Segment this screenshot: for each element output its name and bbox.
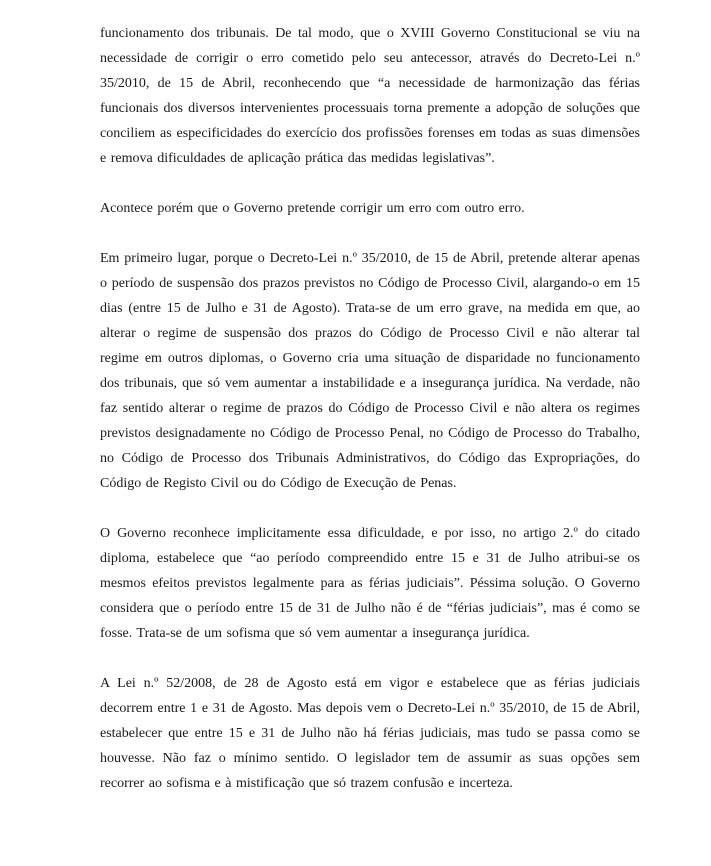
paragraph-lei-52-2008: A Lei n.º 52/2008, de 28 de Agosto está em vigor e estabelece que as férias judiciais decorrem entre 1 e 31 de Agosto. Mas depois vem o Decreto-Lei n.º 35/2010, de 15 de Abril, estabelecer que entre 15 e 31 de Julho não há férias judiciais, mas tudo se passa como se houvesse. Não faz o mínimo sentido. O legislador tem de assumir as suas opções sem recorrer ao sofisma e à mistificação que só trazem confusão e incerteza. bbox=[100, 676, 640, 791]
paragraph-em-primeiro-lugar: Em primeiro lugar, porque o Decreto-Lei n.º 35/2010, de 15 de Abril, pretende alterar apenas o período de suspensão dos prazos previstos no Código de Processo Civil, alargando-o em 15 dias (entre 15 de Julho e 31 de Agosto). Trata-se de um erro grave, na medida em que, ao alterar o regime de suspensão dos prazos do Código de Processo Civil e não alterar tal regime em outros diplomas, o Governo cria uma situação de disparidade no funcionamento dos tribunais, que só vem aumentar a instabilidade e a insegurança jurídica. Na verdade, não faz sentido alterar o regime de prazos do Código de Processo Civil e não altera os regimes previstos designadamente no Código de Processo Penal, no Código de Processo do Trabalho, no Código de Processo dos Tribunais Administrativos, do Código das Expropriações, do Código de Registo Civil ou do Código de Execução de Penas. bbox=[100, 251, 640, 491]
paragraph-acontece-porem: Acontece porém que o Governo pretende corrigir um erro com outro erro. bbox=[100, 201, 525, 216]
paragraph-funcionamento-tribunais: funcionamento dos tribunais. De tal modo, que o XVIII Governo Constitucional se viu na necessidade de corrigir o erro cometido pelo seu antecessor, através do Decreto-Lei n.º 35/2010, de 15 de Abril, reconhecendo que “a necessidade de harmonização das férias funcionais dos diversos intervenientes processuais torna premente a adopção de soluções que conciliem as especificidades do exercício dos profissões forenses em todas as suas dimensões e remova dificuldades de aplicação prática das medidas legislativas”. bbox=[100, 26, 640, 166]
paragraph-governo-reconhece: O Governo reconhece implicitamente essa dificuldade, e por isso, no artigo 2.º do citado diploma, estabelece que “ao período compreendido entre 15 e 31 de Julho atribui-se os mesmos efeitos previstos legalmente para as férias judiciais”. Péssima solução. O Governo considera que o período entre 15 de 31 de Julho não é de “férias judiciais”, mas é como se fosse. Trata-se de um sofisma que só vem aumentar a insegurança jurídica. bbox=[100, 526, 640, 641]
